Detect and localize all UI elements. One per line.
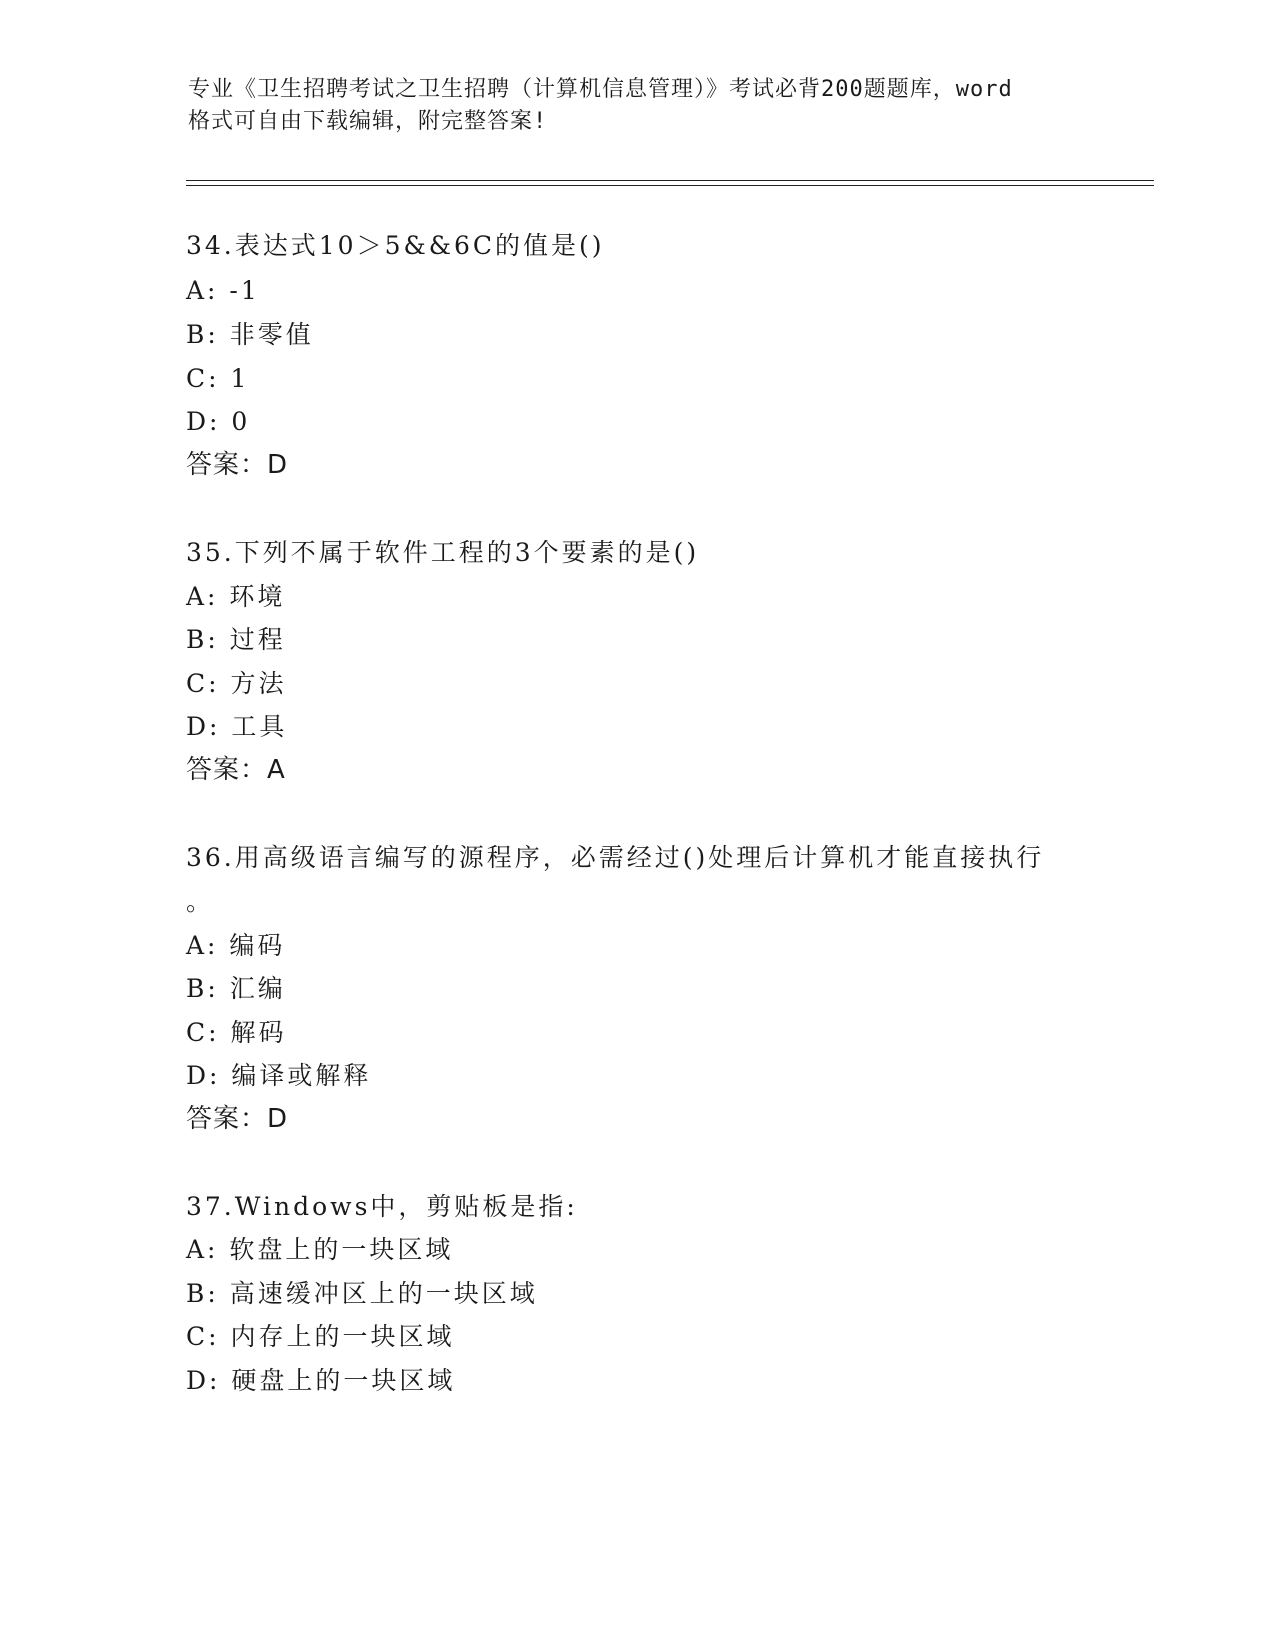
question-36-option-a: A: 编码 [186, 931, 286, 960]
question-36-option-b: B: 汇编 [186, 974, 286, 1003]
question-36-option-d: D: 编译或解释 [186, 1061, 372, 1090]
header-rule-top [186, 180, 1154, 181]
header-rule-bottom [186, 185, 1154, 186]
question-36-answer: 答案：D [186, 1104, 289, 1134]
question-35-option-c: C: 方法 [186, 669, 287, 698]
question-34-option-a: A: -1 [186, 276, 260, 305]
header-line-1: 专业《卫生招聘考试之卫生招聘（计算机信息管理）》考试必背200题题库，word [188, 77, 1013, 102]
question-34-option-c: C: 1 [186, 364, 250, 393]
question-35-stem: 35.下列不属于软件工程的3个要素的是() [186, 538, 700, 567]
question-35-option-d: D: 工具 [186, 712, 288, 741]
question-36-option-c: C: 解码 [186, 1018, 287, 1047]
question-37-option-c: C: 内存上的一块区域 [186, 1322, 455, 1351]
question-37-stem: 37.Windows中，剪贴板是指: [186, 1192, 578, 1221]
question-34-stem: 34.表达式10＞5&&6C的值是() [186, 231, 605, 260]
question-37-option-d: D: 硬盘上的一块区域 [186, 1366, 456, 1395]
document-header [188, 74, 1088, 138]
header-line-2: 格式可自由下载编辑，附完整答案! [188, 109, 548, 134]
question-34-answer: 答案：D [186, 450, 289, 480]
question-34-option-d: D: 0 [186, 407, 251, 436]
question-34-option-b: B: 非零值 [186, 320, 314, 349]
question-35-option-a: A: 环境 [186, 582, 286, 611]
question-36-stem-continuation: 。 [186, 887, 215, 916]
question-37-option-a: A: 软盘上的一块区域 [186, 1235, 454, 1264]
question-35-option-b: B: 过程 [186, 625, 286, 654]
question-37-option-b: B: 高速缓冲区上的一块区域 [186, 1279, 538, 1308]
question-35-answer: 答案：A [186, 755, 286, 785]
question-36-stem: 36.用高级语言编写的源程序，必需经过()处理后计算机才能直接执行 [186, 843, 1045, 872]
